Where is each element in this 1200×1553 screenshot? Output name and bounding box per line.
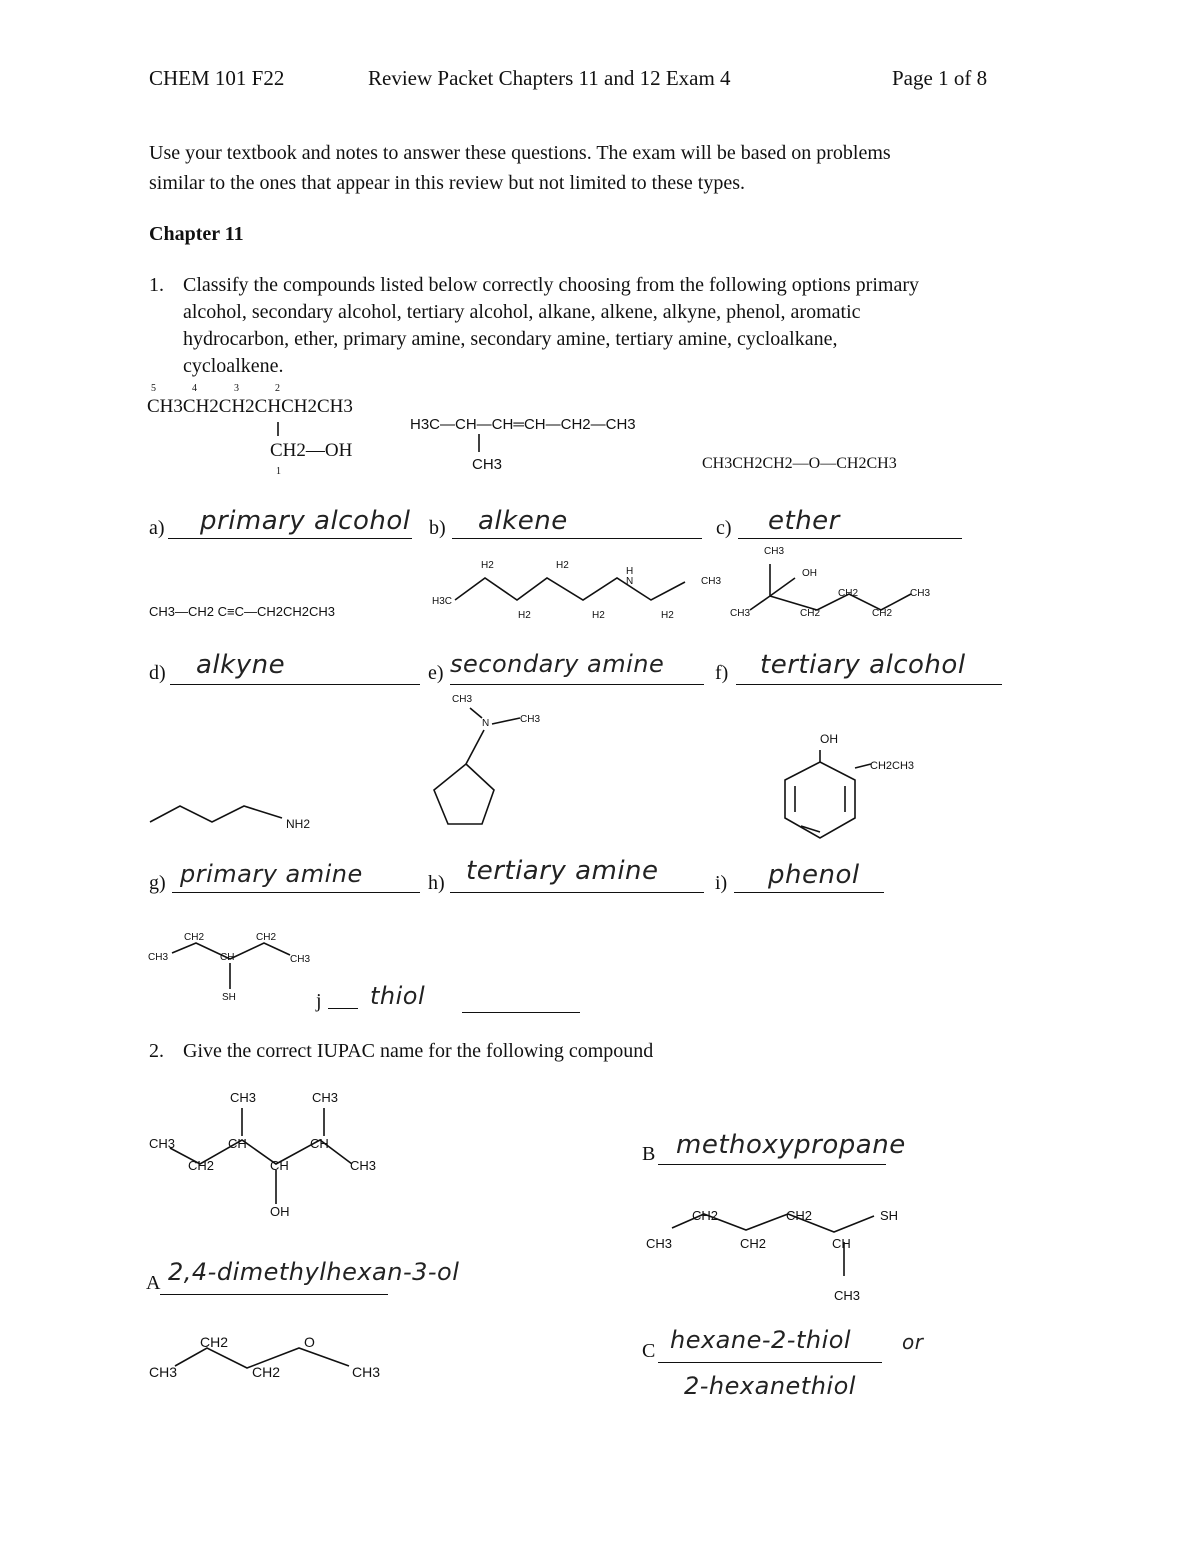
q1-line-1: Classify the compounds listed below correctly choosing from the following options primary — [183, 274, 919, 296]
atom-label: CH — [220, 952, 235, 963]
atom-label: O — [304, 1334, 315, 1350]
atom-label: CH2 — [872, 608, 893, 619]
atom-label: CH3 — [149, 1364, 178, 1380]
atom-label: CH2CH3 — [870, 760, 915, 772]
atom-label: H2 — [518, 610, 531, 621]
structure-h-bonds — [420, 700, 540, 840]
atom-label: H2 — [592, 610, 605, 621]
bond-line — [275, 420, 285, 440]
answer-a: primary alcohol — [200, 506, 411, 536]
answer-label-i: i) — [715, 872, 728, 894]
carbon-number: 5 — [151, 383, 156, 394]
atom-label: CH2 — [252, 1364, 281, 1380]
atom-label: CH3 — [149, 1136, 176, 1151]
q2-c-answer-line-1: hexane-2-thiol — [670, 1326, 852, 1354]
chapter-heading: Chapter 11 — [149, 223, 244, 245]
atom-label: OH — [802, 568, 817, 579]
q2-c-or: or — [902, 1330, 924, 1354]
structure-b-main-chain: H3C—CH—CH═CH—CH2—CH3 — [410, 416, 636, 433]
atom-label: CH2 — [188, 1158, 215, 1173]
answer-line — [738, 538, 962, 539]
atom-label: CH3 — [834, 1288, 861, 1303]
atom-label: CH3 — [764, 546, 785, 557]
atom-label: CH — [270, 1158, 289, 1173]
answer-line — [658, 1362, 882, 1363]
atom-label: H2 — [481, 560, 494, 571]
carbon-number: 2 — [275, 383, 280, 394]
atom-label: H2 — [556, 560, 569, 571]
answer-label-f: f) — [715, 662, 729, 684]
q1-line-3: hydrocarbon, ether, primary amine, secondary amine, tertiary amine, cycloalkane, — [183, 328, 838, 350]
atom-label: CH2 — [184, 932, 205, 943]
atom-label: OH — [270, 1204, 290, 1219]
atom-label: H3C — [432, 596, 453, 607]
answer-i: phenol — [768, 860, 860, 890]
atom-label: CH2 — [838, 588, 859, 599]
atom-label: CH3 — [350, 1158, 377, 1173]
answer-line — [168, 538, 412, 539]
atom-label: CH2 — [200, 1334, 229, 1350]
answer-label-g: g) — [149, 872, 166, 894]
atom-label: CH3 — [730, 608, 751, 619]
atom-label: CH — [228, 1136, 247, 1151]
carbon-number: 4 — [192, 383, 197, 394]
q2-text: Give the correct IUPAC name for the following compound — [183, 1040, 654, 1062]
atom-label: CH2 — [800, 608, 821, 619]
carbon-number: 1 — [276, 466, 281, 477]
atom-label: N — [482, 718, 490, 729]
atom-label: CH3 — [312, 1090, 339, 1105]
atom-label: SH — [222, 992, 236, 1003]
atom-label: CH3 — [452, 694, 473, 705]
structure-a-main-chain: CH3CH2CH2CHCH2CH3 — [147, 396, 353, 417]
answer-line — [450, 892, 704, 893]
atom-label: CH3 — [148, 952, 169, 963]
answer-d: alkyne — [196, 650, 286, 680]
answer-line — [734, 892, 884, 893]
carbon-number: 3 — [234, 383, 239, 394]
atom-label: CH3 — [646, 1236, 673, 1251]
answer-line — [172, 892, 420, 893]
answer-label-e: e) — [428, 662, 444, 684]
page-number: Page 1 of 8 — [892, 66, 988, 90]
q1-line-4: cycloalkene. — [183, 355, 284, 377]
atom-label: SH — [880, 1208, 899, 1223]
atom-label: CH3 — [230, 1090, 257, 1105]
answer-line — [328, 1008, 358, 1009]
q2-b-answer: methoxypropane — [676, 1130, 906, 1160]
answer-h: tertiary amine — [466, 856, 659, 886]
atom-label: CH2 — [692, 1208, 719, 1223]
atom-label: H2 — [661, 610, 674, 621]
structure-j-bonds — [160, 935, 320, 1015]
atom-label: CH — [832, 1236, 851, 1251]
answer-j: thiol — [370, 982, 426, 1010]
q2-c-answer-line-2: 2-hexanethiol — [684, 1372, 856, 1400]
atom-label: CH3 — [701, 576, 722, 587]
answer-f: tertiary alcohol — [760, 650, 966, 680]
structure-a-branch: CH2—OH — [270, 440, 353, 461]
q2-a-answer: 2,4-dimethylhexan-3-ol — [168, 1258, 460, 1286]
atom-label: CH2 — [786, 1208, 813, 1223]
q2-b-label: B — [642, 1143, 656, 1165]
atom-label: OH — [820, 732, 838, 746]
bond-line — [476, 432, 486, 452]
answer-label-c: c) — [716, 517, 732, 539]
course-code: CHEM 101 F22 — [149, 66, 285, 90]
answer-b: alkene — [478, 506, 568, 536]
answer-label-b: b) — [429, 517, 446, 539]
answer-label-d: d) — [149, 662, 166, 684]
answer-line — [170, 684, 420, 685]
q1-number: 1. — [149, 274, 164, 296]
structure-b-branch: CH3 — [472, 456, 503, 473]
answer-label-j: j — [316, 990, 322, 1012]
atom-label: CH3 — [520, 714, 541, 725]
document-title: Review Packet Chapters 11 and 12 Exam 4 — [368, 66, 731, 90]
q2-c-label: C — [642, 1340, 656, 1362]
answer-c: ether — [768, 506, 840, 536]
benzene-ring — [785, 746, 895, 856]
intro-line-2: similar to the ones that appear in this review but not limited to these types. — [149, 172, 745, 194]
answer-line — [658, 1164, 886, 1165]
atom-label: NH2 — [286, 817, 311, 831]
structure-c: CH3CH2CH2—O—CH2CH3 — [702, 455, 897, 472]
answer-label-h: h) — [428, 872, 445, 894]
structure-g-bonds — [150, 800, 300, 840]
atom-label: CH3 — [290, 954, 311, 965]
atom-label: CH2 — [740, 1236, 767, 1251]
answer-line — [450, 684, 704, 685]
q2-a-label: A — [146, 1272, 161, 1294]
atom-label: N — [626, 576, 634, 587]
q1-line-2: alcohol, secondary alcohol, tertiary alcohol, alkane, alkene, alkyne, phenol, aromatic — [183, 301, 861, 323]
answer-line — [160, 1294, 388, 1295]
atom-label: CH — [310, 1136, 329, 1151]
structure-d: CH3—CH2 C≡C—CH2CH2CH3 — [149, 604, 336, 619]
answer-line — [736, 684, 1002, 685]
atom-label: H — [626, 566, 634, 577]
q2-number: 2. — [149, 1040, 164, 1062]
answer-e: secondary amine — [450, 650, 665, 678]
atom-label: CH2 — [256, 932, 277, 943]
intro-line-1: Use your textbook and notes to answer these questions. The exam will be based on problems — [149, 142, 891, 164]
answer-g: primary amine — [180, 860, 363, 888]
answer-line — [452, 538, 702, 539]
atom-label: CH3 — [910, 588, 931, 599]
atom-label: CH3 — [352, 1364, 381, 1380]
answer-label-a: a) — [149, 517, 165, 539]
answer-line — [462, 1012, 580, 1013]
